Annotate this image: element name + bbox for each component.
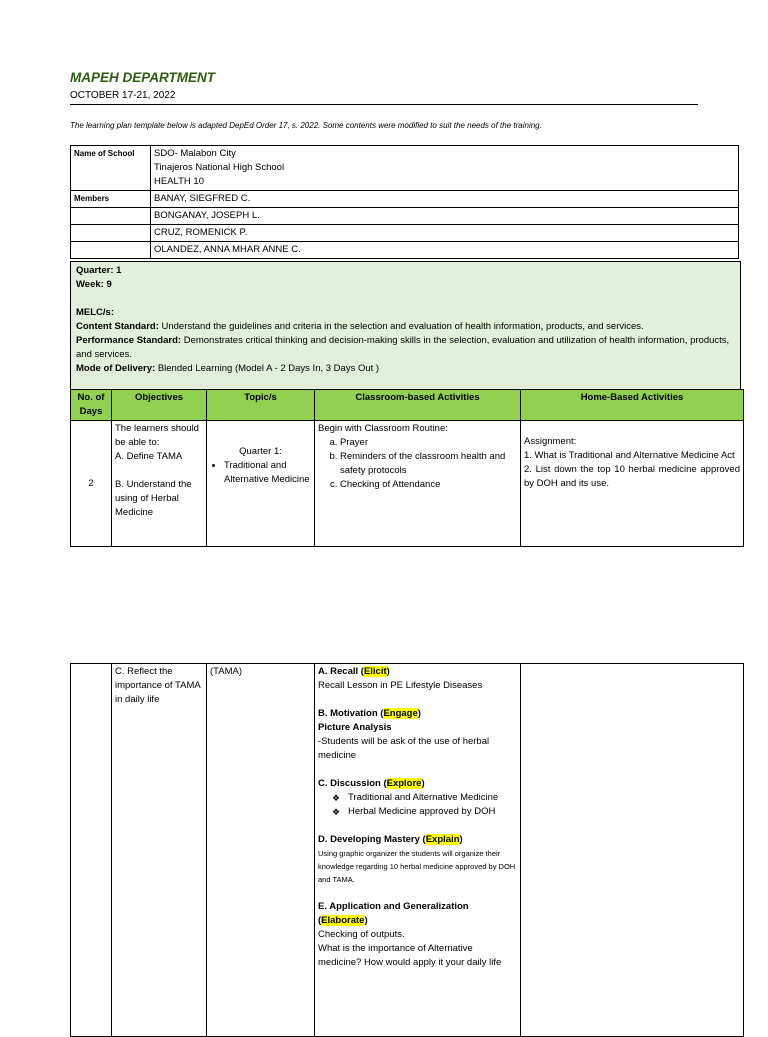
days-cell: 2 xyxy=(71,421,112,547)
school-line: Tinajeros National High School xyxy=(154,162,285,173)
home-cell-empty xyxy=(521,664,744,1037)
mastery-text: Using graphic organizer the students will organize their knowledge regarding 10 herbal medicine approved by DOH and TAMA. xyxy=(318,849,516,884)
topic-item: • Traditional and Alternative Medicine xyxy=(224,459,311,487)
member-name: OLANDEZ, ANNA MHAR ANNE C. xyxy=(151,242,739,259)
discussion-item: ❖ Herbal Medicine approved by DOH xyxy=(348,805,517,819)
lesson-plan-table xyxy=(70,389,744,547)
school-info-table xyxy=(70,145,739,259)
date-range: OCTOBER 17-21, 2022 xyxy=(70,90,176,101)
melc-label: MELC/s: xyxy=(76,307,114,318)
motivation-step: B. Motivation (Engage) xyxy=(318,708,421,719)
lesson-plan-table-continued xyxy=(70,663,744,1037)
application-line: What is the importance of Alternative medicine? How would apply it your daily life xyxy=(318,943,502,968)
recall-step: A. Recall (Elicit) xyxy=(318,666,390,677)
mastery-step: D. Developing Mastery (Explain) xyxy=(318,834,463,845)
content-standard: Content Standard: Understand the guidelines and criteria in the selection and evaluation of health information, products, and services. xyxy=(76,321,644,332)
classroom-item: a. Prayer xyxy=(340,436,517,450)
home-line: Assignment: xyxy=(524,436,577,447)
discussion-item: ❖ Traditional and Alternative Medicine xyxy=(348,791,517,805)
header-home: Home-Based Activities xyxy=(521,390,744,421)
lesson-overview xyxy=(70,261,741,390)
application-line: Checking of outputs. xyxy=(318,929,405,940)
members-label-empty xyxy=(71,242,151,259)
classroom-steps-cell: A. Recall (Elicit) Recall Lesson in PE Lifestyle Diseases B. Motivation (Engage) Picture Analysis -Students will be ask of the use of herbal medicine C. Discussion (Explore) ❖ Traditional and Alternative Medicine ❖ Herbal Medicine approved by DOH D. Developing Mastery (Explain) Using graphic organizer the students will organize their knowledge regarding 10 herbal medicine approved by DOH and TAMA. E. Application and Generalization (Elaborate) Checking of outputs. What is the importance of Alternative medicine? How would apply it your daily life xyxy=(315,664,521,1037)
school-line: HEALTH 10 xyxy=(154,176,204,187)
discussion-step: C. Discussion (Explore) xyxy=(318,778,425,789)
home-line: 1. What is Traditional and Alternative Medicine Act xyxy=(524,450,735,461)
header-topics: Topic/s xyxy=(207,390,315,421)
header-classroom: Classroom-based Activities xyxy=(315,390,521,421)
motivation-sub: Picture Analysis xyxy=(318,722,392,733)
motivation-text: -Students will be ask of the use of herbal medicine xyxy=(318,736,490,761)
members-label-empty xyxy=(71,225,151,242)
member-name: BONGANAY, JOSEPH L. xyxy=(151,208,739,225)
objectives-cell xyxy=(112,421,207,547)
school-details xyxy=(151,146,739,191)
quarter-label: Quarter: 1 xyxy=(76,265,122,276)
objective-line: The learners should be able to: xyxy=(115,423,199,448)
home-line: 2. List down the top 10 herbal medicine approved by DOH and its use. xyxy=(524,464,740,489)
department-title: MAPEH DEPARTMENT xyxy=(70,70,216,85)
home-cell xyxy=(521,421,744,547)
header-objectives: Objectives xyxy=(112,390,207,421)
classroom-item: c. Checking of Attendance xyxy=(340,478,517,492)
template-note: The learning plan template below is adapted DepEd Order 17, s. 2022. Some contents were modified to suit the needs of the training. xyxy=(70,121,542,130)
objective-cell: C. Reflect the importance of TAMA in daily life xyxy=(112,664,207,1037)
members-label: Members xyxy=(71,191,151,208)
topic-heading: Quarter 1: xyxy=(239,446,282,457)
classroom-item: b. Reminders of the classroom health and safety protocols xyxy=(340,450,517,478)
member-name: BANAY, SIEGFRED C. xyxy=(151,191,739,208)
application-step: E. Application and Generalization xyxy=(318,901,469,912)
header-days: No. of Days xyxy=(71,390,112,421)
objective-line: B. Understand the using of Herbal Medicine xyxy=(115,479,192,518)
topic-cell xyxy=(207,421,315,547)
days-cell-empty xyxy=(71,664,112,1037)
classroom-intro: Begin with Classroom Routine: xyxy=(318,423,448,434)
mode-of-delivery: Mode of Delivery: Blended Learning (Model A - 2 Days In, 3 Days Out ) xyxy=(76,363,380,374)
week-label: Week: 9 xyxy=(76,279,112,290)
members-label-empty xyxy=(71,208,151,225)
header-divider xyxy=(70,104,698,105)
topic-cell: (TAMA) xyxy=(207,664,315,1037)
objective-line: A. Define TAMA xyxy=(115,451,183,462)
school-line: SDO- Malabon City xyxy=(154,148,236,159)
recall-text: Recall Lesson in PE Lifestyle Diseases xyxy=(318,680,483,691)
classroom-cell xyxy=(315,421,521,547)
school-label: Name of School xyxy=(71,146,151,191)
member-name: CRUZ, ROMENICK P. xyxy=(151,225,739,242)
performance-standard: Performance Standard: Demonstrates critical thinking and decision-making skills in the selection, evaluation and utilization of health information, products, and services. xyxy=(76,335,730,360)
